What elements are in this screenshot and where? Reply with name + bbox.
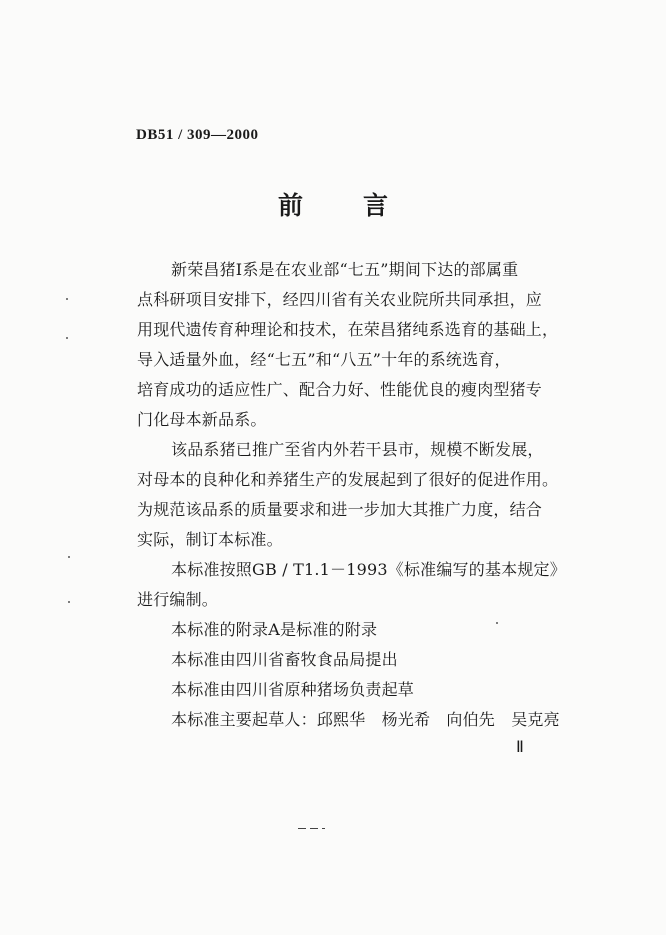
bottom-scan-mark xyxy=(298,825,328,831)
page-title xyxy=(0,186,666,222)
title-char-2: 言 xyxy=(363,191,389,220)
text-line: 本标准按照GB / T1.1－1993《标准编写的基本规定》 xyxy=(171,560,566,579)
document-code: DB51 / 309—2000 xyxy=(136,127,259,143)
scan-speck xyxy=(68,601,70,603)
scan-speck xyxy=(66,337,68,339)
text-line: 培育成功的适应性广、配合力好、性能优良的瘦肉型猪专 xyxy=(137,380,543,399)
text-line: 导入适量外血，经“七五”和“八五”十年的系统选育， xyxy=(137,350,511,369)
text-line: 本标准由四川省畜牧食品局提出 xyxy=(171,650,398,669)
text-line: 进行编制。 xyxy=(137,590,219,609)
text-line: 为规范该品系的质量要求和进一步加大其推广力度，结合 xyxy=(137,500,543,519)
text-line: 实际，制订本标准。 xyxy=(137,530,283,549)
scan-speck xyxy=(496,622,498,624)
text-line: 新荣昌猪Ⅰ系是在农业部“七五”期间下达的部属重 xyxy=(171,260,519,279)
scan-speck xyxy=(68,556,70,558)
text-line: 用现代遗传育种理论和技术，在荣昌猪纯系选育的基础上， xyxy=(137,320,559,339)
text-line: 本标准的附录A是标准的附录 xyxy=(171,620,378,639)
text-line: 本标准由四川省原种猪场负责起草 xyxy=(171,680,415,699)
text-line: 点科研项目安排下，经四川省有关农业院所共同承担，应 xyxy=(137,290,543,309)
text-line: 对母本的良种化和养猪生产的发展起到了很好的促进作用。 xyxy=(137,470,559,489)
text-line: 门化母本新品系。 xyxy=(137,410,267,429)
title-char-1: 前 xyxy=(277,191,303,220)
preface-body xyxy=(137,255,587,735)
page-number: Ⅱ xyxy=(516,739,524,756)
scan-speck xyxy=(66,298,68,300)
text-line: 本标准主要起草人：邱熙华 杨光希 向伯先 吴克亮 xyxy=(171,710,560,729)
text-line: 该品系猪已推广至省内外若干县市，规模不断发展， xyxy=(171,440,544,459)
